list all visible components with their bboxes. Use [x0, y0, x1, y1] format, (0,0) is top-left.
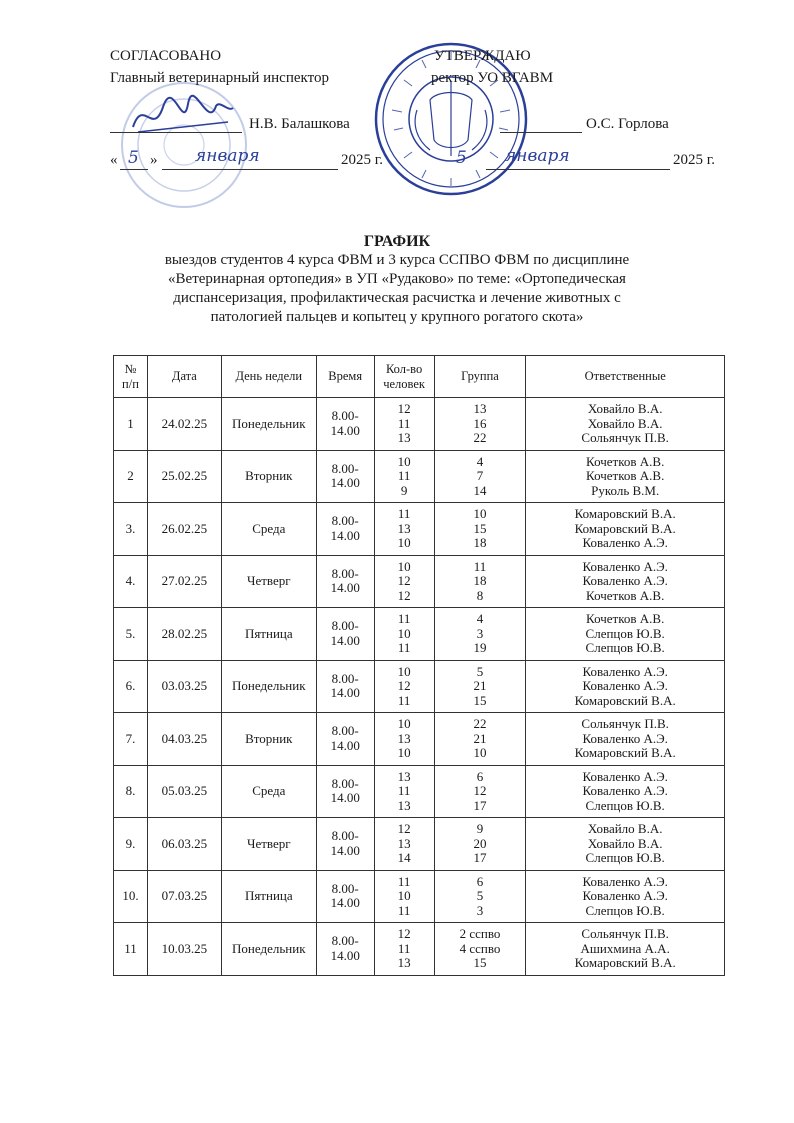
row-time-start: 8.00-	[331, 513, 359, 529]
right-signature-line	[500, 132, 582, 133]
table-header-row	[114, 356, 725, 398]
row-responsible	[526, 765, 725, 818]
responsible-name: Ховайло В.А.	[587, 415, 663, 431]
responsible-name: Кочетков А.В.	[586, 611, 665, 626]
row-num	[114, 660, 148, 713]
group-value: 4 сспво	[459, 940, 501, 956]
group-value: 4	[476, 453, 484, 469]
count-value: 11	[397, 611, 411, 626]
row-num-text: 3.	[125, 520, 136, 536]
count-value: 10	[397, 716, 411, 731]
row-groups	[434, 555, 526, 608]
group-value: 15	[473, 955, 487, 970]
responsible-name: Коваленко А.Э.	[582, 783, 668, 798]
row-time	[316, 450, 374, 503]
row-weekday	[221, 398, 316, 451]
table-row	[114, 660, 725, 713]
right-date-day: 5	[456, 148, 467, 168]
row-weekday-text: Вторник	[245, 468, 293, 483]
count-value: 12	[397, 678, 411, 693]
group-value: 20	[473, 835, 487, 851]
header-group: Группа	[434, 356, 526, 398]
responsible-name: Комаровский В.А.	[574, 506, 676, 521]
row-date-text: 07.03.25	[161, 888, 208, 903]
responsible-name: Комаровский В.А.	[574, 955, 676, 970]
row-counts	[374, 450, 434, 503]
row-date	[147, 450, 221, 503]
row-responsible	[526, 555, 725, 608]
row-num-text: 1	[127, 415, 134, 431]
row-groups	[434, 818, 526, 871]
group-value: 16	[473, 415, 487, 431]
responsible-name: Ховайло В.А.	[587, 401, 663, 416]
group-value: 15	[473, 520, 487, 536]
row-groups	[434, 660, 526, 713]
group-value: 10	[473, 745, 487, 760]
row-time	[316, 660, 374, 713]
row-time-end: 14.00	[330, 580, 360, 596]
row-date	[147, 398, 221, 451]
responsible-name: Ховайло В.А.	[587, 821, 663, 836]
approved-heading: СОГЛАСОВАНО	[110, 48, 222, 64]
responsible-name: Коваленко А.Э.	[582, 888, 668, 903]
row-weekday-text: Понедельник	[232, 678, 306, 693]
count-value: 9	[400, 482, 408, 498]
count-value: 10	[397, 453, 411, 469]
row-weekday	[221, 450, 316, 503]
row-groups	[434, 608, 526, 661]
row-time-start: 8.00-	[331, 933, 359, 949]
row-weekday	[221, 660, 316, 713]
row-time	[316, 713, 374, 766]
row-date-text: 25.02.25	[161, 468, 208, 483]
row-responsible	[526, 660, 725, 713]
title-line-3: диспансеризация, профилактическая расчистка и лечение животных с	[173, 290, 621, 306]
row-weekday-text: Вторник	[245, 730, 293, 746]
count-value: 13	[397, 797, 411, 813]
count-value: 11	[397, 692, 411, 708]
row-num-text: 11	[124, 940, 137, 956]
row-num	[114, 608, 148, 661]
row-counts	[374, 818, 434, 871]
table-row	[114, 923, 725, 976]
count-value: 13	[397, 730, 411, 746]
count-value: 10	[397, 625, 411, 641]
group-value: 15	[473, 692, 487, 708]
row-num-text: 7.	[125, 730, 136, 746]
row-time-start: 8.00-	[331, 670, 359, 686]
row-num	[114, 450, 148, 503]
row-date	[147, 818, 221, 871]
row-groups	[434, 923, 526, 976]
row-date-text: 27.02.25	[161, 573, 208, 588]
responsible-name: Комаровский В.А.	[574, 520, 676, 536]
group-value: 6	[476, 873, 484, 889]
table-row	[114, 555, 725, 608]
left-signature	[128, 92, 238, 142]
right-date-line	[486, 169, 670, 170]
count-value: 11	[397, 468, 411, 483]
row-time	[316, 818, 374, 871]
row-time	[316, 608, 374, 661]
row-date-text: 28.02.25	[161, 625, 208, 641]
row-date-text: 03.03.25	[161, 678, 208, 693]
table-row	[114, 450, 725, 503]
row-weekday-text: Понедельник	[232, 940, 306, 956]
group-value: 12	[473, 783, 487, 798]
group-value: 14	[473, 482, 487, 498]
responsible-name: Сольянчук П.В.	[581, 430, 669, 445]
row-weekday-text: Пятница	[244, 888, 293, 903]
right-date-month: января	[505, 146, 570, 166]
row-weekday-text: Среда	[252, 783, 286, 798]
left-month-line	[162, 169, 338, 170]
group-value: 5	[476, 663, 484, 679]
row-responsible	[526, 608, 725, 661]
row-date	[147, 503, 221, 556]
responsible-name: Коваленко А.Э.	[582, 678, 668, 693]
title-line-4: патологией пальцев и копытец у крупного рогатого скота»	[210, 309, 584, 325]
responsible-name: Коваленко А.Э.	[582, 663, 668, 679]
group-value: 11	[473, 558, 487, 574]
header-weekday: День недели	[221, 356, 316, 398]
row-num-text: 9.	[125, 835, 136, 851]
responsible-name: Коваленко А.Э.	[582, 558, 668, 574]
responsible-name: Кочетков А.В.	[586, 468, 665, 483]
row-weekday	[221, 870, 316, 923]
responsible-name: Коваленко А.Э.	[582, 873, 668, 889]
row-num	[114, 923, 148, 976]
count-value: 10	[397, 745, 411, 760]
row-time	[316, 555, 374, 608]
responsible-name: Кочетков А.В.	[586, 453, 665, 469]
right-date-year: 2025 г.	[673, 152, 715, 168]
row-weekday	[221, 713, 316, 766]
group-value: 18	[473, 573, 487, 588]
row-time	[316, 765, 374, 818]
left-date-day: 5	[128, 148, 139, 168]
count-value: 11	[397, 415, 411, 431]
row-time-start: 8.00-	[331, 565, 359, 581]
row-weekday-text: Четверг	[247, 835, 291, 851]
group-value: 22	[473, 430, 487, 445]
row-groups	[434, 450, 526, 503]
group-value: 4	[476, 611, 484, 626]
group-value: 6	[476, 768, 484, 784]
row-num	[114, 555, 148, 608]
left-date-open: «	[110, 152, 118, 168]
row-date	[147, 713, 221, 766]
group-value: 19	[473, 640, 487, 655]
count-value: 13	[397, 835, 411, 851]
title-line-2: «Ветеринарная ортопедия» в УП «Рудаково» по теме: «Ортопедическая	[168, 271, 626, 287]
row-weekday	[221, 555, 316, 608]
row-time-end: 14.00	[330, 685, 360, 701]
row-weekday	[221, 503, 316, 556]
group-value: 21	[473, 678, 487, 693]
row-date	[147, 765, 221, 818]
row-groups	[434, 870, 526, 923]
row-counts	[374, 765, 434, 818]
group-value: 3	[476, 625, 484, 641]
row-date-text: 24.02.25	[161, 415, 208, 431]
table-row	[114, 398, 725, 451]
responsible-name: Кочетков А.В.	[586, 587, 665, 603]
row-time-end: 14.00	[330, 842, 360, 858]
count-value: 13	[397, 430, 411, 445]
document-title	[100, 232, 694, 327]
table-row	[114, 608, 725, 661]
group-value: 17	[473, 850, 487, 865]
responsible-name: Слепцов Ю.В.	[585, 850, 665, 865]
group-value: 9	[476, 821, 484, 836]
row-groups	[434, 398, 526, 451]
approve-heading: УТВЕРЖДАЮ	[434, 48, 531, 64]
row-time	[316, 870, 374, 923]
count-value: 11	[397, 640, 411, 655]
count-value: 10	[397, 535, 411, 550]
count-value: 11	[397, 873, 411, 889]
responsible-name: Слепцов Ю.В.	[585, 625, 665, 641]
row-counts	[374, 398, 434, 451]
row-time-end: 14.00	[330, 790, 360, 806]
table-row	[114, 818, 725, 871]
count-value: 13	[397, 955, 411, 970]
title-heading: ГРАФИК	[363, 233, 431, 250]
responsible-name: Комаровский В.А.	[574, 692, 676, 708]
group-value: 5	[476, 888, 484, 903]
row-date-text: 04.03.25	[161, 730, 208, 746]
row-date	[147, 555, 221, 608]
right-position: ректор УО ВГАВМ	[431, 70, 554, 86]
schedule-table	[113, 355, 725, 976]
row-num-text: 8.	[125, 783, 136, 798]
left-date-month: января	[195, 146, 260, 166]
group-value: 2 сспво	[459, 926, 501, 941]
header-time: Время	[316, 356, 374, 398]
responsible-name: Слепцов Ю.В.	[585, 902, 665, 918]
row-time-start: 8.00-	[331, 408, 359, 424]
row-time	[316, 923, 374, 976]
count-value: 11	[397, 902, 411, 918]
count-value: 10	[397, 558, 411, 574]
row-num	[114, 765, 148, 818]
row-time-start: 8.00-	[331, 723, 359, 739]
group-value: 18	[473, 535, 487, 550]
row-date	[147, 870, 221, 923]
row-weekday-text: Понедельник	[232, 415, 306, 431]
row-time-end: 14.00	[330, 737, 360, 753]
left-date-year: 2025 г.	[341, 152, 383, 168]
row-counts	[374, 923, 434, 976]
responsible-name: Комаровский В.А.	[574, 745, 676, 760]
row-counts	[374, 713, 434, 766]
row-responsible	[526, 398, 725, 451]
count-value: 13	[397, 768, 411, 784]
row-weekday	[221, 923, 316, 976]
row-time-start: 8.00-	[331, 460, 359, 476]
count-value: 12	[397, 587, 411, 603]
table-row	[114, 713, 725, 766]
left-name: Н.В. Балашкова	[249, 116, 350, 132]
left-signature-line	[110, 132, 242, 133]
row-date	[147, 923, 221, 976]
count-value: 13	[397, 520, 411, 536]
row-time-start: 8.00-	[331, 775, 359, 791]
right-name: О.С. Горлова	[586, 116, 669, 132]
group-value: 13	[473, 401, 487, 416]
row-num-text: 4.	[125, 573, 136, 588]
row-groups	[434, 713, 526, 766]
row-weekday-text: Среда	[252, 520, 286, 536]
row-responsible	[526, 818, 725, 871]
group-value: 21	[473, 730, 487, 746]
row-responsible	[526, 450, 725, 503]
row-counts	[374, 660, 434, 713]
row-num	[114, 870, 148, 923]
table-row	[114, 503, 725, 556]
left-date-close: »	[150, 152, 158, 168]
row-weekday	[221, 608, 316, 661]
row-responsible	[526, 870, 725, 923]
row-time-start: 8.00-	[331, 618, 359, 634]
row-num	[114, 713, 148, 766]
row-time	[316, 398, 374, 451]
count-value: 12	[397, 573, 411, 588]
row-num-text: 6.	[125, 678, 136, 693]
table-row	[114, 870, 725, 923]
title-line-1: выездов студентов 4 курса ФВМ и 3 курса ССПВО ФВМ по дисциплине	[164, 252, 630, 268]
responsible-name: Сольянчук П.В.	[581, 926, 669, 941]
row-time-end: 14.00	[330, 632, 360, 648]
row-weekday	[221, 818, 316, 871]
row-num-text: 10.	[122, 888, 139, 903]
count-value: 10	[397, 663, 411, 679]
row-date-text: 10.03.25	[161, 940, 208, 956]
row-time-end: 14.00	[330, 475, 360, 491]
row-date-text: 26.02.25	[161, 520, 208, 536]
row-time-start: 8.00-	[331, 828, 359, 844]
group-value: 3	[476, 902, 484, 918]
row-date	[147, 660, 221, 713]
row-num	[114, 503, 148, 556]
row-groups	[434, 503, 526, 556]
count-value: 12	[397, 821, 411, 836]
group-value: 17	[473, 797, 487, 813]
responsible-name: Коваленко А.Э.	[582, 768, 668, 784]
count-value: 11	[397, 506, 411, 521]
group-value: 10	[473, 506, 487, 521]
row-num	[114, 818, 148, 871]
row-counts	[374, 608, 434, 661]
count-value: 11	[397, 783, 411, 798]
responsible-name: Коваленко А.Э.	[582, 573, 668, 588]
row-num-text: 2	[127, 468, 134, 483]
responsible-name: Коваленко А.Э.	[582, 730, 668, 746]
row-num	[114, 398, 148, 451]
count-value: 11	[397, 940, 411, 956]
header-date: Дата	[147, 356, 221, 398]
count-value: 12	[397, 401, 411, 416]
row-responsible	[526, 503, 725, 556]
row-date	[147, 608, 221, 661]
left-position: Главный ветеринарный инспектор	[110, 70, 329, 86]
row-counts	[374, 555, 434, 608]
row-time	[316, 503, 374, 556]
responsible-name: Ашихмина А.А.	[580, 940, 670, 956]
header-count: Кол-во человек	[374, 356, 434, 398]
count-value: 12	[397, 926, 411, 941]
row-time-end: 14.00	[330, 895, 360, 911]
responsible-name: Слепцов Ю.В.	[585, 797, 665, 813]
responsible-name: Слепцов Ю.В.	[585, 640, 665, 655]
responsible-name: Коваленко А.Э.	[582, 535, 668, 550]
left-day-line	[120, 169, 148, 170]
header-num: № п/п	[114, 356, 148, 398]
row-time-end: 14.00	[330, 422, 360, 438]
row-weekday-text: Четверг	[247, 573, 291, 588]
row-counts	[374, 870, 434, 923]
responsible-name: Руколь В.М.	[591, 482, 660, 498]
row-counts	[374, 503, 434, 556]
group-value: 22	[473, 716, 487, 731]
count-value: 10	[397, 888, 411, 903]
row-weekday-text: Пятница	[244, 625, 293, 641]
row-responsible	[526, 923, 725, 976]
row-date-text: 05.03.25	[161, 783, 208, 798]
count-value: 14	[397, 850, 411, 865]
row-time-start: 8.00-	[331, 880, 359, 896]
table-row	[114, 765, 725, 818]
row-time-end: 14.00	[330, 527, 360, 543]
responsible-name: Ховайло В.А.	[587, 835, 663, 851]
row-date-text: 06.03.25	[161, 835, 208, 851]
responsible-name: Сольянчук П.В.	[581, 716, 669, 731]
row-num-text: 5.	[125, 625, 136, 641]
row-groups	[434, 765, 526, 818]
row-responsible	[526, 713, 725, 766]
group-value: 8	[476, 587, 484, 603]
group-value: 7	[476, 468, 484, 483]
row-time-end: 14.00	[330, 947, 360, 963]
row-weekday	[221, 765, 316, 818]
header-responsible: Ответственные	[526, 356, 725, 398]
